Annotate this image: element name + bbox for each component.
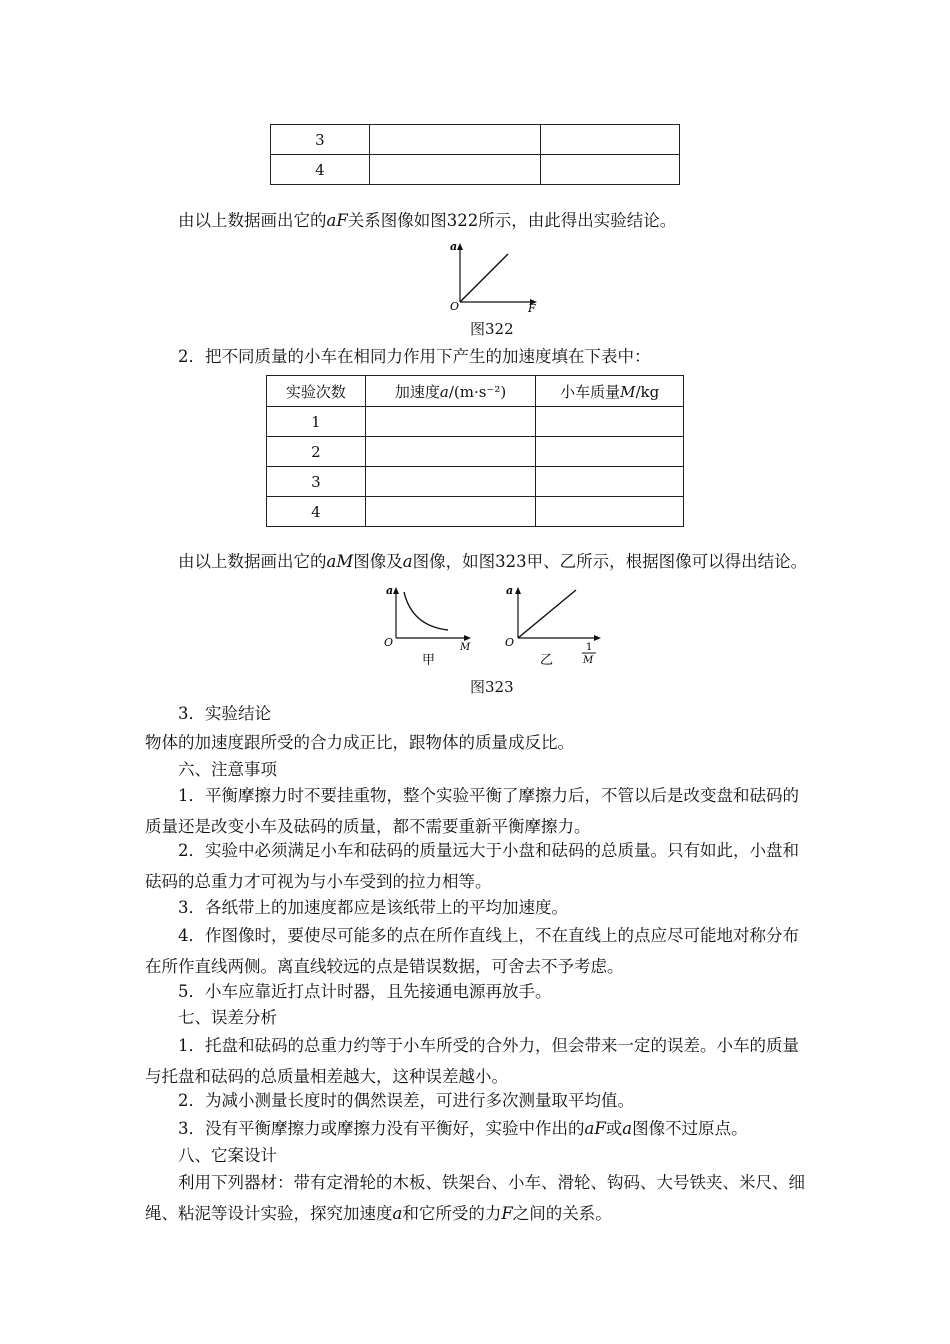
table-cell — [541, 155, 680, 185]
table-cell: 3 — [271, 125, 370, 155]
table-cell: 4 — [267, 497, 366, 527]
table-cell: 4 — [271, 155, 370, 185]
section-6-item: 2．实验中必须满足小车和砝码的质量远大于小盘和砝码的总质量。只有如此，小盘和砝码的总重力才可视为与小车受到的拉力相等。 — [145, 841, 799, 891]
table-header: 加速度a/(m·s⁻²) — [365, 376, 536, 407]
table-cell — [536, 437, 684, 467]
figure-323-left-am-graph — [380, 582, 480, 670]
table-cell — [365, 467, 536, 497]
table-cell — [369, 125, 541, 155]
figure-caption: 图323 — [470, 678, 514, 696]
table-cell — [365, 497, 536, 527]
table-row — [271, 155, 680, 185]
section-6-item: 4．作图像时，要使尽可能多的点在所作直线上，不在直线上的点应尽可能地对称分布在所作直线两侧。离直线较远的点是错误数据，可舍去不予考虑。 — [145, 926, 799, 976]
section-6-item: 5．小车应靠近打点计时器，且先接通电源再放手。 — [178, 982, 552, 1001]
data-table-mass — [266, 375, 684, 527]
figure-sublabel: 乙 — [540, 653, 554, 668]
table-cell — [536, 497, 684, 527]
figure-caption: 图322 — [470, 320, 514, 338]
table-cell: 3 — [267, 467, 366, 497]
section-7-item: 2．为减小测量长度时的偶然误差，可进行多次测量取平均值。 — [178, 1091, 634, 1110]
table-cell — [536, 467, 684, 497]
table-cell — [365, 437, 536, 467]
x-axis-label-denominator: M — [583, 655, 594, 666]
section-3-text: 物体的加速度跟所受的合力成正比，跟物体的质量成反比。 — [145, 733, 574, 752]
section-8-title: 八、它案设计 — [178, 1146, 277, 1165]
section-8-text: 利用下列器材：带有定滑轮的木板、铁架台、小车、滑轮、钩码、大号铁夹、米尺、细绳、粘泥等设计实验，探究加速度a和它所受的力F之间的关系。 — [145, 1173, 805, 1223]
section-6-title: 六、注意事项 — [178, 760, 277, 779]
figure-sublabel: 甲 — [422, 653, 436, 668]
y-axis-label: a — [506, 584, 514, 597]
table-row — [267, 497, 684, 527]
table-row — [267, 407, 684, 437]
paragraph-am-graph: 由以上数据画出它的aM图像及a图像，如图323甲、乙所示，根据图像可以得出结论。 — [178, 552, 808, 571]
data-table-force — [270, 124, 680, 185]
x-axis-label: M — [460, 642, 471, 653]
table-row — [271, 125, 680, 155]
table-cell: 1 — [267, 407, 366, 437]
section-7-title: 七、误差分析 — [178, 1008, 277, 1027]
table-cell — [369, 155, 541, 185]
origin-label: O — [505, 636, 515, 649]
table-header: 小车质量M/kg — [536, 376, 684, 407]
section-7-item: 3．没有平衡摩擦力或摩擦力没有平衡好，实验中作出的aF或a图像不过原点。 — [178, 1119, 748, 1138]
section-7-item: 1．托盘和砝码的总重力约等于小车所受的合外力，但会带来一定的误差。小车的质量与托盘和砝码的总质量相差越大，这种误差越小。 — [145, 1036, 799, 1086]
x-axis-label-numerator: 1 — [586, 642, 593, 653]
figure-323-right-a-invm-graph — [500, 582, 610, 670]
table-cell — [365, 407, 536, 437]
table-cell — [536, 407, 684, 437]
table-row — [267, 437, 684, 467]
table-cell: 2 — [267, 437, 366, 467]
paragraph-af-graph: 由以上数据画出它的aF关系图像如图322所示，由此得出实验结论。 — [178, 211, 677, 230]
table-row — [267, 467, 684, 497]
origin-label: O — [450, 300, 460, 312]
table-header-row — [267, 376, 684, 407]
item-2-text: 2．把不同质量的小车在相同力作用下产生的加速度填在下表中： — [178, 347, 651, 366]
table-header: 实验次数 — [267, 376, 366, 407]
section-6-item: 3．各纸带上的加速度都应是该纸带上的平均加速度。 — [178, 898, 568, 917]
origin-label: O — [384, 636, 394, 649]
x-axis-label: F — [528, 302, 536, 312]
y-axis-label: a — [450, 240, 458, 253]
figure-322-af-graph — [446, 238, 546, 312]
section-3-title: 3．实验结论 — [178, 704, 271, 723]
section-6-item: 1．平衡摩擦力时不要挂重物，整个实验平衡了摩擦力后，不管以后是改变盘和砝码的质量还是改变小车及砝码的质量，都不需要重新平衡摩擦力。 — [145, 786, 799, 836]
y-axis-label: a — [386, 584, 394, 597]
table-cell — [541, 125, 680, 155]
